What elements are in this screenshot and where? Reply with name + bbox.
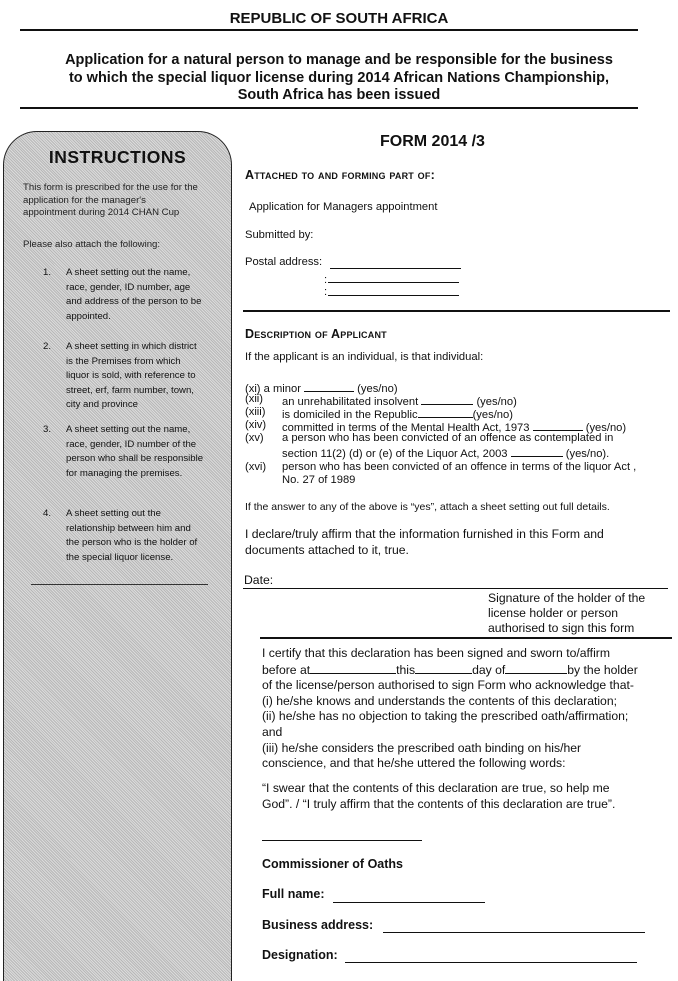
- application-title: [20, 52, 658, 105]
- condition-xiii-tail: (yes/no): [472, 409, 513, 421]
- instruction-3-line: person who shall be responsible: [66, 453, 204, 464]
- condition-xiii-text: is domiciled in the Republic: [282, 409, 418, 421]
- condition-xiv-blank[interactable]: [533, 419, 583, 431]
- instruction-1-line: race, gender, ID number, age: [66, 281, 191, 293]
- date-label: Date:: [244, 573, 274, 587]
- oath-text: [262, 780, 672, 812]
- application-title-line-1: Application for a natural person to manage and be responsible for the business: [65, 52, 613, 68]
- certify-place-blank[interactable]: [310, 662, 396, 674]
- condition-xv-text2: section 11(2) (d) or (e) of the Liquor Act, 2003: [282, 447, 508, 460]
- condition-xiii-num: (xiii): [245, 406, 266, 418]
- condition-xi-tail: (yes/no): [357, 383, 398, 395]
- instruction-num-1: 1.: [43, 267, 52, 278]
- section-rule: [243, 310, 670, 312]
- declaration-line-1: I declare/truly affirm that the information furnished in this Form and: [245, 527, 604, 541]
- condition-xv-tail: (yes/no).: [565, 447, 610, 460]
- certify-line-1: I certify that this declaration has been signed and sworn to/affirm: [262, 646, 610, 660]
- certify-line-3: of the license/person authorised to sign Form who acknowledge that-: [262, 678, 634, 693]
- instruction-4-line: the person who is the holder of: [66, 537, 198, 548]
- application-title-line-3: South Africa has been issued: [237, 87, 441, 103]
- condition-xvi-text2: No. 27 of 1989: [282, 473, 356, 486]
- condition-xii-num: (xii): [245, 393, 264, 405]
- certify-day-blank[interactable]: [415, 662, 472, 674]
- instruction-item-1: [66, 266, 216, 324]
- certification-block: [262, 646, 672, 772]
- signature-caption: [488, 591, 645, 636]
- commissioner-signature-line[interactable]: [262, 840, 422, 841]
- condition-xii-blank[interactable]: [421, 393, 473, 405]
- condition-xv: [282, 432, 662, 460]
- instruction-1-line: and address of the person to be: [66, 296, 202, 307]
- submitted-by-label: Submitted by:: [245, 229, 314, 241]
- certify-by-holder: by the holder: [567, 662, 638, 677]
- designation-line[interactable]: [345, 962, 637, 963]
- certify-line-5: (ii) he/she has no objection to taking the prescribed oath/affirmation;: [262, 709, 629, 724]
- full-name-line[interactable]: [333, 902, 485, 903]
- instruction-2-line: A sheet setting in which district: [66, 341, 197, 352]
- date-line[interactable]: [243, 588, 668, 589]
- postal-address-line-3[interactable]: [328, 295, 459, 296]
- condition-xv-num: (xv): [245, 432, 264, 444]
- designation-label: Designation:: [262, 948, 338, 962]
- signature-caption-line-2: license holder or person: [488, 606, 619, 620]
- business-address-line[interactable]: [383, 932, 645, 933]
- postal-address-colon-2: :: [324, 274, 328, 286]
- signature-caption-line-3: authorised to sign this form: [488, 621, 635, 635]
- instruction-2-line: street, erf, farm number, town,: [66, 384, 194, 396]
- instruction-3-line: A sheet setting out the name,: [66, 424, 191, 435]
- postal-address-label: Postal address:: [245, 256, 323, 268]
- attached-heading: Attached to and forming part of:: [245, 168, 435, 182]
- certify-line-6: and: [262, 724, 283, 739]
- certify-line-7: (iii) he/she considers the prescribed oath binding on his/her: [262, 740, 582, 755]
- application-type: Application for Managers appointment: [249, 201, 438, 213]
- instruction-item-3: [66, 423, 216, 481]
- description-heading: Description of Applicant: [245, 327, 387, 341]
- full-name-label: Full name:: [262, 887, 325, 901]
- certify-line-4: (i) he/she knows and understands the contents of this declaration;: [262, 693, 618, 708]
- attach-text: Please also attach the following:: [23, 239, 161, 250]
- business-address-label: Business address:: [262, 918, 374, 932]
- instruction-4-line: the special liquor license.: [66, 551, 174, 563]
- certify-this: this: [396, 662, 416, 677]
- condition-xvi-num: (xvi): [245, 461, 267, 473]
- condition-xv-line2: [282, 445, 662, 461]
- header-rule: [20, 29, 638, 31]
- instructions-title: INSTRUCTIONS: [48, 147, 187, 167]
- certify-line-8: conscience, and that he/she uttered the following words:: [262, 756, 566, 771]
- form-number: FORM 2014 /3: [380, 133, 485, 150]
- commissioner-label: Commissioner of Oaths: [262, 857, 403, 871]
- instruction-3-line: race, gender, ID number of the: [66, 438, 197, 450]
- postal-address-line-2[interactable]: [328, 282, 459, 283]
- certify-line-2: [262, 662, 672, 679]
- condition-xv-blank[interactable]: [511, 445, 563, 457]
- condition-xi-num: (xi) a minor: [245, 383, 301, 395]
- application-title-line-2: to which the special liquor license during 2014 African Nations Championship,: [68, 69, 610, 86]
- condition-xi-blank[interactable]: [304, 380, 354, 392]
- condition-xiv-num: (xiv): [245, 419, 267, 431]
- oath-line-1: “I swear that the contents of this declaration are true, so help me: [262, 781, 610, 795]
- postal-address-colon-3: :: [324, 286, 328, 298]
- instruction-item-2: [66, 340, 216, 413]
- yes-note: If the answer to any of the above is “yes”, attach a sheet setting out full details.: [245, 501, 610, 513]
- intro-line-1: This form is prescribed for the use for the: [23, 182, 198, 193]
- instructions-intro: [23, 182, 223, 220]
- certify-before-at: before at: [262, 662, 311, 677]
- instruction-2-line: is the Premises from which: [66, 355, 181, 367]
- condition-xvi-text: person who has been convicted of an offence in terms of the liquor Act ,: [282, 461, 637, 473]
- signature-caption-line-1: Signature of the holder of the: [488, 591, 646, 605]
- instructions-divider: [31, 584, 208, 585]
- condition-xii-text: an unrehabilitated insolvent: [282, 396, 419, 408]
- country-heading: REPUBLIC OF SOUTH AFRICA: [229, 10, 449, 27]
- declaration-line-2: documents attached to it, true.: [245, 542, 409, 557]
- instruction-num-4: 4.: [43, 508, 52, 519]
- individual-prompt: If the applicant is an individual, is that individual:: [245, 351, 484, 363]
- certify-month-blank[interactable]: [505, 662, 567, 674]
- condition-xv-text: a person who has been convicted of an offence as contemplated in: [282, 432, 614, 444]
- instruction-1-line: appointed.: [66, 310, 111, 322]
- condition-xii-tail: (yes/no): [476, 396, 517, 408]
- certify-day-of: day of: [472, 662, 506, 677]
- instruction-num-2: 2.: [43, 341, 52, 352]
- oath-line-2: God”. / “I truly affirm that the contents of this declaration are true”.: [262, 797, 616, 811]
- condition-xvi: [282, 461, 667, 486]
- instruction-2-line: liquor is sold, with reference to: [66, 370, 196, 381]
- postal-address-line-1[interactable]: [330, 268, 461, 269]
- condition-xiv-text: committed in terms of the Mental Health Act, 1973: [282, 422, 530, 434]
- title-rule: [20, 107, 638, 109]
- condition-xiii-blank[interactable]: [418, 406, 473, 418]
- declaration: [245, 527, 604, 558]
- instruction-4-line: relationship between him and: [66, 522, 191, 534]
- instruction-3-line: for managing the premises.: [66, 467, 183, 479]
- instruction-1-line: A sheet setting out the name,: [66, 267, 191, 278]
- intro-line-2: application for the manager's: [23, 194, 146, 206]
- instruction-num-3: 3.: [43, 424, 52, 435]
- signature-rule: [260, 637, 672, 639]
- instruction-item-4: [66, 507, 216, 565]
- instruction-4-line: A sheet setting out the: [66, 508, 161, 519]
- instruction-2-line: city and province: [66, 399, 138, 410]
- intro-line-3: appointment during 2014 CHAN Cup: [23, 207, 180, 218]
- condition-xiv-tail: (yes/no): [585, 422, 627, 434]
